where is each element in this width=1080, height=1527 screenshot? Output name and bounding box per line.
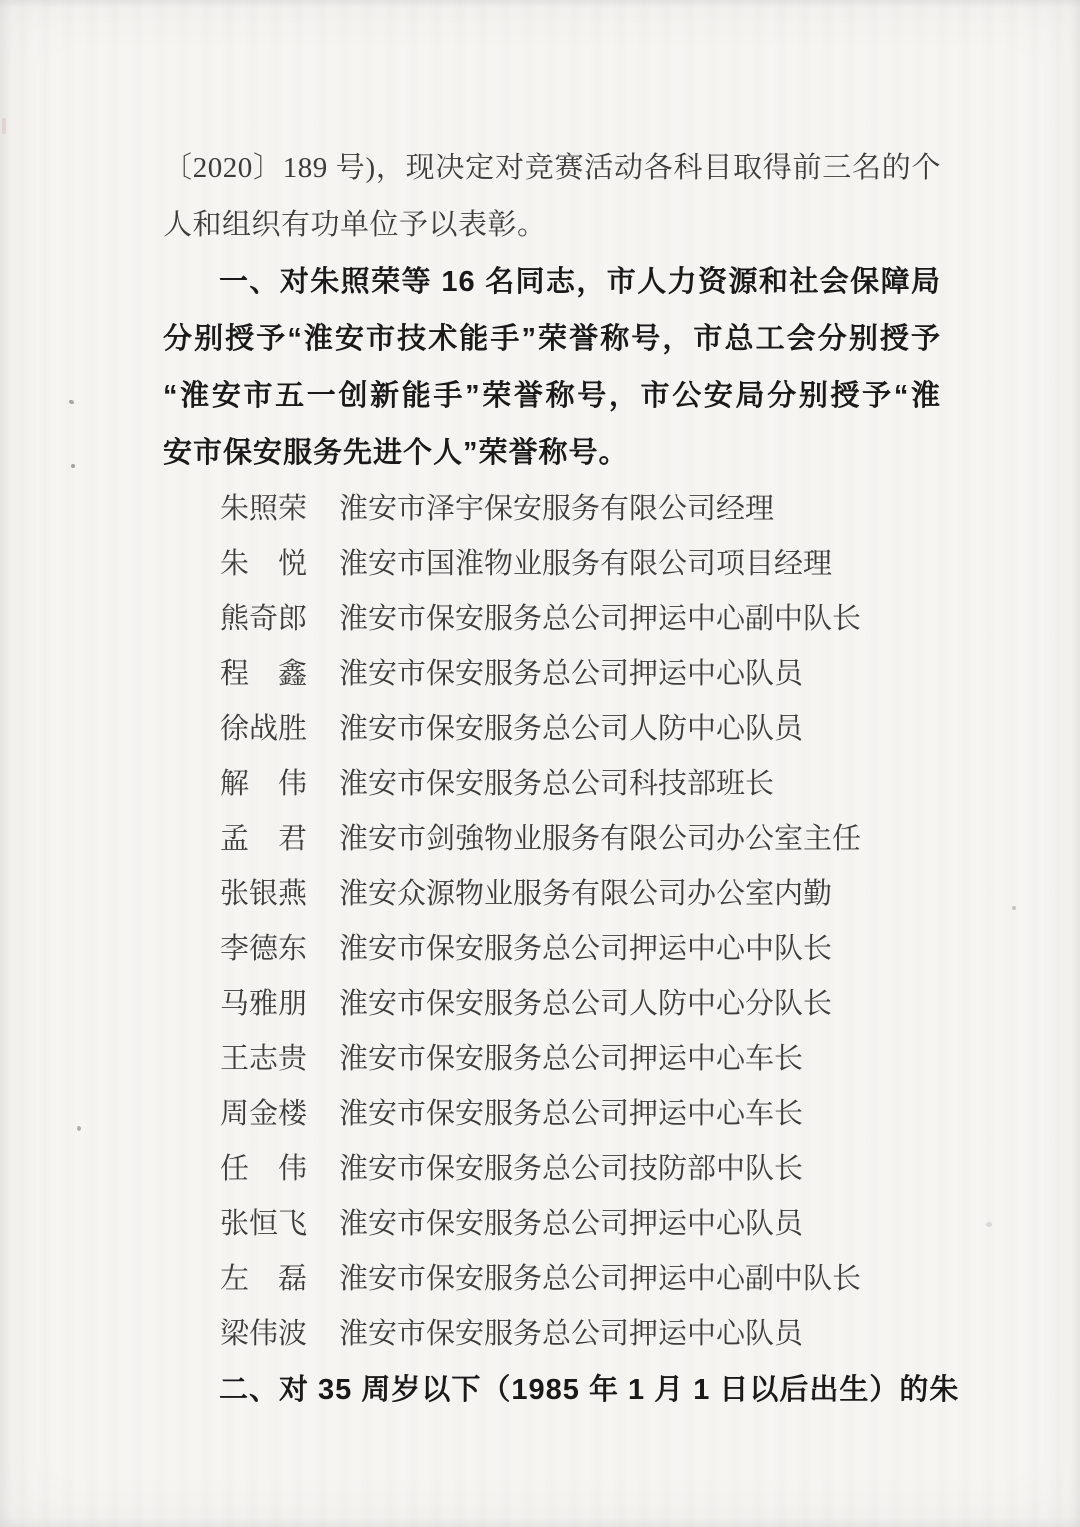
awardee-title: 淮安市泽宇保安服务有限公司经理 — [339, 493, 775, 525]
awardee-name: 张银燕 — [220, 878, 308, 910]
awardee-list — [163, 482, 941, 1362]
awardee-title: 淮安市国淮物业服务有限公司项目经理 — [339, 548, 833, 580]
section-one-heading-line-4: 安市保安服务先进个人”荣誉称号。 — [163, 437, 629, 469]
awardee-name: 李德东 — [220, 933, 308, 965]
awardee-row — [163, 867, 941, 922]
awardee-title: 淮安市保安服务总公司技防部中队长 — [339, 1153, 804, 1185]
awardee-name: 梁伟波 — [220, 1318, 308, 1350]
awardee-row — [163, 977, 941, 1032]
awardee-name: 程 鑫 — [220, 658, 308, 690]
awardee-title: 淮安市保安服务总公司押运中心副中队长 — [339, 603, 862, 635]
awardee-row — [163, 1197, 941, 1252]
scan-speck — [77, 1126, 81, 1131]
awardee-name: 左 磊 — [220, 1263, 308, 1295]
awardee-row — [163, 592, 941, 647]
scan-speck — [2, 118, 6, 134]
awardee-name: 张恒飞 — [220, 1208, 308, 1240]
awardee-title: 淮安市保安服务总公司人防中心队员 — [339, 713, 804, 745]
awardee-title: 淮安市剑強物业服务有限公司办公室主任 — [339, 823, 862, 855]
awardee-title: 淮安市保安服务总公司科技部班长 — [339, 768, 775, 800]
awardee-row — [163, 812, 941, 867]
awardee-row — [163, 757, 941, 812]
awardee-row — [163, 1032, 941, 1087]
awardee-name: 朱 悦 — [220, 548, 308, 580]
awardee-name: 孟 君 — [220, 823, 308, 855]
awardee-row — [163, 1307, 941, 1362]
awardee-name: 周金楼 — [220, 1098, 308, 1130]
awardee-row — [163, 922, 941, 977]
awardee-name: 朱照荣 — [220, 493, 308, 525]
section-two-heading-line-1: 二、对 35 周岁以下（1985 年 1 月 1 日以后出生）的朱 — [219, 1374, 960, 1406]
awardee-title: 淮安市保安服务总公司押运中心车长 — [339, 1098, 804, 1130]
awardee-row — [163, 1087, 941, 1142]
awardee-row — [163, 1252, 941, 1307]
awardee-title: 淮安市保安服务总公司押运中心队员 — [339, 1318, 804, 1350]
awardee-title: 淮安市保安服务总公司押运中心车长 — [339, 1043, 804, 1075]
awardee-name: 王志贵 — [220, 1043, 308, 1075]
awardee-name: 任 伟 — [220, 1153, 308, 1185]
scan-speck — [986, 1222, 992, 1227]
document-body — [163, 140, 960, 1419]
awardee-name: 熊奇郎 — [220, 603, 308, 635]
awardee-row — [163, 482, 941, 537]
awardee-row — [163, 537, 941, 592]
awardee-row — [163, 702, 941, 757]
awardee-name: 解 伟 — [220, 768, 308, 800]
awardee-name: 马雅朋 — [220, 988, 308, 1020]
awardee-title: 淮安市保安服务总公司人防中心分队长 — [339, 988, 833, 1020]
awardee-title: 淮安市保安服务总公司押运中心副中队长 — [339, 1263, 862, 1295]
awardee-name: 徐战胜 — [220, 713, 308, 745]
intro-line-2: 人和组织有功单位予以表彰。 — [163, 209, 547, 241]
section-one-heading-line-3: “淮安市五一创新能手”荣誉称号，市公安局分别授予“淮 — [163, 380, 941, 412]
section-one-heading-line-2: 分别授予“淮安市技术能手”荣誉称号，市总工会分别授予 — [163, 323, 941, 355]
awardee-row — [163, 1142, 941, 1197]
scan-speck — [69, 400, 74, 404]
awardee-title: 淮安市保安服务总公司押运中心队员 — [339, 658, 804, 690]
section-one-heading-line-1: 一、对朱照荣等 16 名同志，市人力资源和社会保障局 — [219, 266, 941, 298]
intro-line-1: 〔2020〕189 号)，现决定对竞赛活动各科目取得前三名的个 — [163, 152, 941, 184]
awardee-title: 淮安市保安服务总公司押运中心队员 — [339, 1208, 804, 1240]
awardee-title: 淮安众源物业服务有限公司办公室内勤 — [339, 878, 833, 910]
awardee-title: 淮安市保安服务总公司押运中心中队长 — [339, 933, 833, 965]
scan-speck — [71, 464, 75, 468]
awardee-row — [163, 647, 941, 702]
scan-speck — [1012, 906, 1016, 910]
